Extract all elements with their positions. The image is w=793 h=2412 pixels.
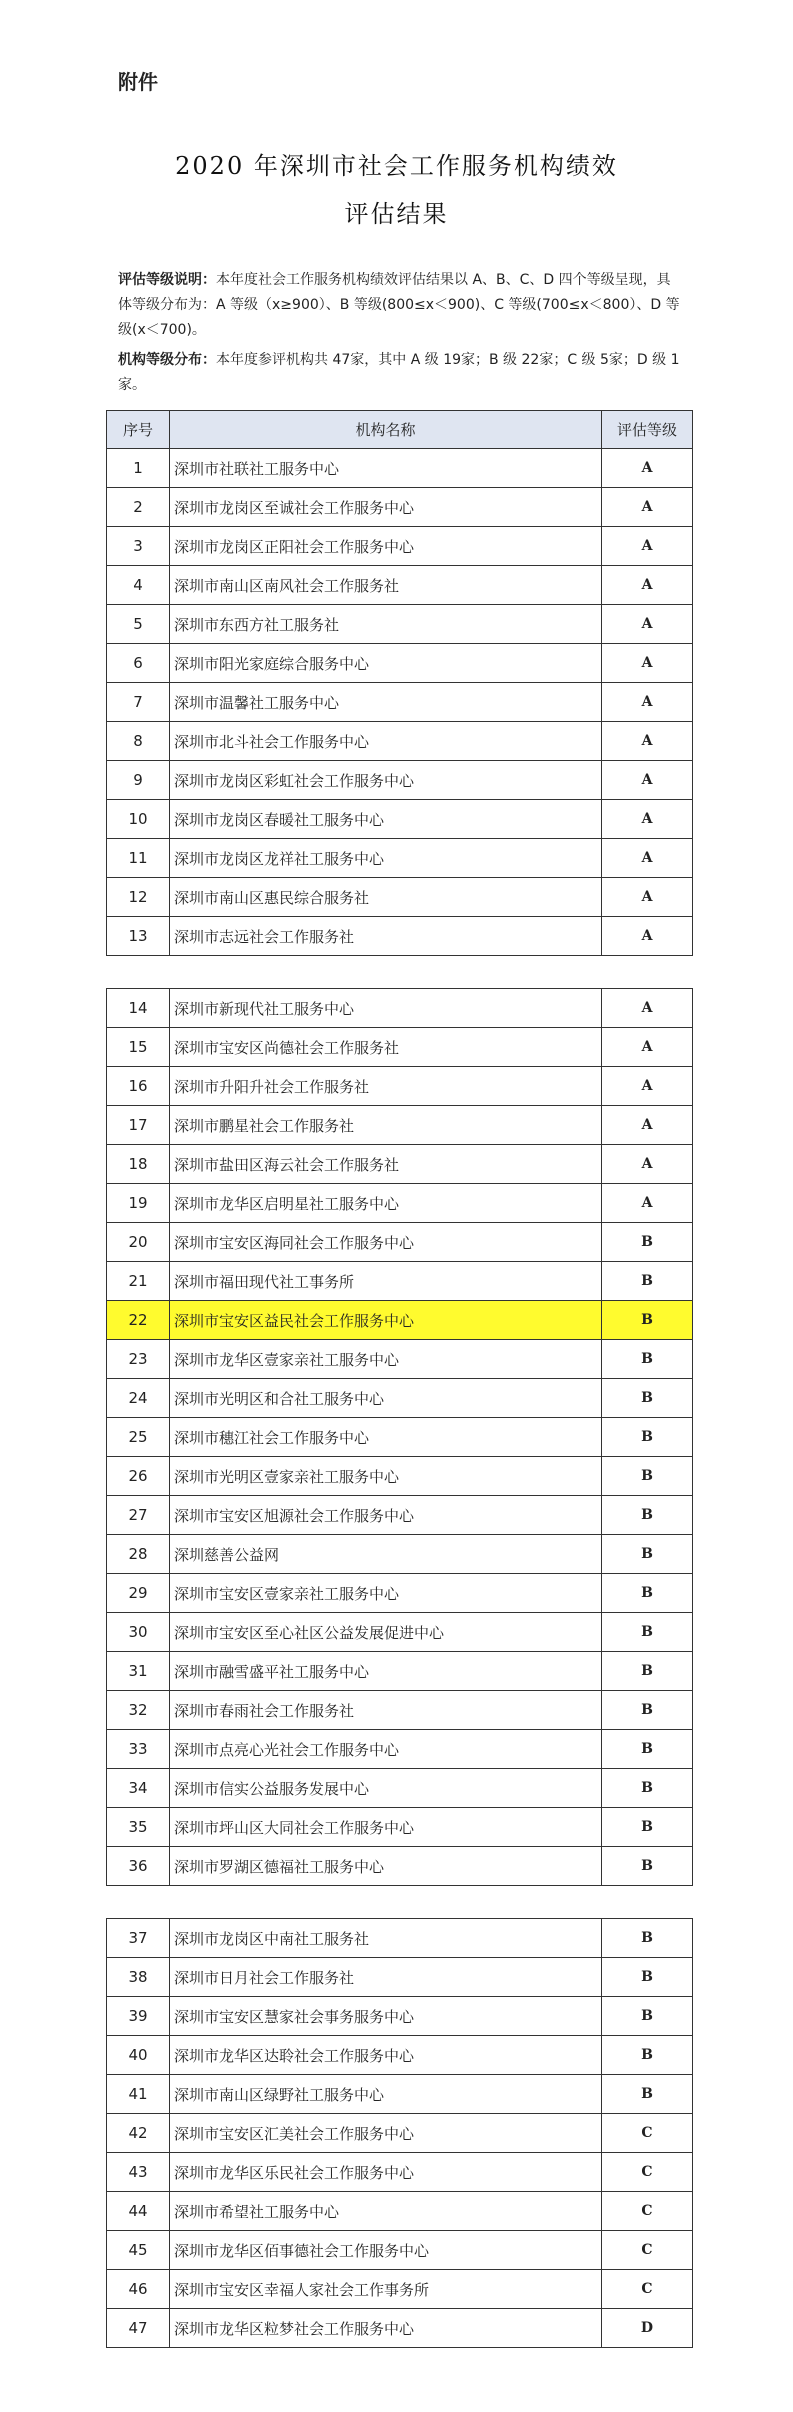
institution-name: 深圳市日月社会工作服务社 xyxy=(170,1958,602,1997)
row-number: 22 xyxy=(107,1301,170,1340)
institution-name: 深圳市社联社工服务中心 xyxy=(170,449,602,488)
row-number: 2 xyxy=(107,488,170,527)
row-number: 7 xyxy=(107,683,170,722)
evaluation-grade: B xyxy=(602,1613,693,1652)
institution-name: 深圳市坪山区大同社会工作服务中心 xyxy=(170,1808,602,1847)
evaluation-grade: A xyxy=(602,1145,693,1184)
institution-name: 深圳市龙岗区正阳社会工作服务中心 xyxy=(170,527,602,566)
evaluation-grade: B xyxy=(602,1340,693,1379)
table-row xyxy=(107,1769,693,1808)
table-row xyxy=(107,527,693,566)
table-row xyxy=(107,1418,693,1457)
institution-name: 深圳市龙岗区春暖社工服务中心 xyxy=(170,800,602,839)
evaluation-grade: A xyxy=(602,449,693,488)
table-row xyxy=(107,1808,693,1847)
institution-name: 深圳市北斗社会工作服务中心 xyxy=(170,722,602,761)
table-row xyxy=(107,2270,693,2309)
table-row xyxy=(107,1028,693,1067)
institution-name: 深圳市宝安区至心社区公益发展促进中心 xyxy=(170,1613,602,1652)
table-row xyxy=(107,1613,693,1652)
row-number: 30 xyxy=(107,1613,170,1652)
table-row xyxy=(107,2114,693,2153)
evaluation-grade: A xyxy=(602,878,693,917)
table-row xyxy=(107,1691,693,1730)
table-row xyxy=(107,449,693,488)
header-name: 机构名称 xyxy=(170,411,602,449)
grade-distribution xyxy=(118,348,683,398)
table-row xyxy=(107,800,693,839)
table-row xyxy=(107,1496,693,1535)
table-header-row xyxy=(107,411,693,449)
row-number: 38 xyxy=(107,1958,170,1997)
institution-name: 深圳市龙华区达聆社会工作服务中心 xyxy=(170,2036,602,2075)
institution-name: 深圳市阳光家庭综合服务中心 xyxy=(170,644,602,683)
row-number: 43 xyxy=(107,2153,170,2192)
row-number: 13 xyxy=(107,917,170,956)
evaluation-grade: B xyxy=(602,1919,693,1958)
table-row xyxy=(107,1958,693,1997)
evaluation-grade: A xyxy=(602,644,693,683)
institution-name: 深圳市龙华区启明星社工服务中心 xyxy=(170,1184,602,1223)
row-number: 46 xyxy=(107,2270,170,2309)
institution-name: 深圳市龙华区壹家亲社工服务中心 xyxy=(170,1340,602,1379)
table-row xyxy=(107,989,693,1028)
table-row xyxy=(107,1262,693,1301)
table-row xyxy=(107,1106,693,1145)
row-number: 33 xyxy=(107,1730,170,1769)
table-row xyxy=(107,644,693,683)
institution-name: 深圳市希望社工服务中心 xyxy=(170,2192,602,2231)
row-number: 44 xyxy=(107,2192,170,2231)
evaluation-grade: A xyxy=(602,488,693,527)
evaluation-grade: B xyxy=(602,1691,693,1730)
table-row xyxy=(107,1457,693,1496)
header-no: 序号 xyxy=(107,411,170,449)
row-number: 12 xyxy=(107,878,170,917)
institution-name: 深圳市新现代社工服务中心 xyxy=(170,989,602,1028)
table-row xyxy=(107,761,693,800)
institution-name: 深圳市宝安区益民社会工作服务中心 xyxy=(170,1301,602,1340)
row-number: 11 xyxy=(107,839,170,878)
institution-name: 深圳市罗湖区德福社工服务中心 xyxy=(170,1847,602,1886)
evaluation-grade: A xyxy=(602,1184,693,1223)
institution-name: 深圳市宝安区尚德社会工作服务社 xyxy=(170,1028,602,1067)
table-row xyxy=(107,878,693,917)
row-number: 18 xyxy=(107,1145,170,1184)
institution-name: 深圳市宝安区幸福人家社会工作事务所 xyxy=(170,2270,602,2309)
evaluation-grade: A xyxy=(602,917,693,956)
institution-name: 深圳市南山区惠民综合服务社 xyxy=(170,878,602,917)
institution-name: 深圳市春雨社会工作服务社 xyxy=(170,1691,602,1730)
row-number: 4 xyxy=(107,566,170,605)
evaluation-grade: A xyxy=(602,989,693,1028)
evaluation-grade: B xyxy=(602,2036,693,2075)
evaluation-grade: A xyxy=(602,605,693,644)
row-number: 26 xyxy=(107,1457,170,1496)
grade-explanation xyxy=(118,268,683,343)
row-number: 40 xyxy=(107,2036,170,2075)
institution-name: 深圳市东西方社工服务社 xyxy=(170,605,602,644)
evaluation-grade: B xyxy=(602,1847,693,1886)
institution-name: 深圳市南山区绿野社工服务中心 xyxy=(170,2075,602,2114)
row-number: 29 xyxy=(107,1574,170,1613)
evaluation-grade: B xyxy=(602,1808,693,1847)
evaluation-grade: B xyxy=(602,1496,693,1535)
results-table-3 xyxy=(106,1918,693,2348)
evaluation-grade: A xyxy=(602,566,693,605)
evaluation-grade: B xyxy=(602,1418,693,1457)
table-row xyxy=(107,917,693,956)
table-row xyxy=(107,1730,693,1769)
institution-name: 深圳市龙岗区至诚社会工作服务中心 xyxy=(170,488,602,527)
institution-name: 深圳市融雪盛平社工服务中心 xyxy=(170,1652,602,1691)
evaluation-grade: B xyxy=(602,2075,693,2114)
document-title: 2020 年深圳市社会工作服务机构绩效 xyxy=(175,152,618,180)
row-number: 25 xyxy=(107,1418,170,1457)
institution-name: 深圳市信实公益服务发展中心 xyxy=(170,1769,602,1808)
table-row xyxy=(107,1652,693,1691)
evaluation-grade: A xyxy=(602,1028,693,1067)
evaluation-grade: C xyxy=(602,2231,693,2270)
row-number: 47 xyxy=(107,2309,170,2348)
institution-name: 深圳市升阳升社会工作服务社 xyxy=(170,1067,602,1106)
institution-name: 深圳市龙华区粒梦社会工作服务中心 xyxy=(170,2309,602,2348)
institution-name: 深圳市宝安区慧家社会事务服务中心 xyxy=(170,1997,602,2036)
row-number: 17 xyxy=(107,1106,170,1145)
evaluation-grade: B xyxy=(602,1652,693,1691)
institution-name: 深圳市点亮心光社会工作服务中心 xyxy=(170,1730,602,1769)
row-number: 19 xyxy=(107,1184,170,1223)
table-row xyxy=(107,1919,693,1958)
table-row xyxy=(107,839,693,878)
table-row xyxy=(107,2153,693,2192)
row-number: 28 xyxy=(107,1535,170,1574)
evaluation-grade: A xyxy=(602,1106,693,1145)
table-row xyxy=(107,722,693,761)
institution-name: 深圳市龙华区佰事德社会工作服务中心 xyxy=(170,2231,602,2270)
row-number: 9 xyxy=(107,761,170,800)
institution-name: 深圳市龙华区乐民社会工作服务中心 xyxy=(170,2153,602,2192)
institution-name: 深圳市温馨社工服务中心 xyxy=(170,683,602,722)
institution-name: 深圳市志远社会工作服务社 xyxy=(170,917,602,956)
row-number: 3 xyxy=(107,527,170,566)
table-row xyxy=(107,2075,693,2114)
institution-name: 深圳市鹏星社会工作服务社 xyxy=(170,1106,602,1145)
header-grade: 评估等级 xyxy=(602,411,693,449)
evaluation-grade: C xyxy=(602,2114,693,2153)
table-row xyxy=(107,2036,693,2075)
evaluation-grade: A xyxy=(602,761,693,800)
row-number: 24 xyxy=(107,1379,170,1418)
institution-name: 深圳市宝安区壹家亲社工服务中心 xyxy=(170,1574,602,1613)
evaluation-grade: D xyxy=(602,2309,693,2348)
row-number: 34 xyxy=(107,1769,170,1808)
document-subtitle: 评估结果 xyxy=(344,200,449,228)
grade-explanation-text: 本年度社会工作服务机构绩效评估结果以 A、B、C、D 四个等级呈现，具体等级分布为：A 等级（x≥900）、B 等级(800≤x＜900)、C 等级(700≤x＜800）、D 等级(x＜700)。 xyxy=(118,272,680,338)
table-row xyxy=(107,1223,693,1262)
table-row xyxy=(107,1067,693,1106)
institution-name: 深圳市盐田区海云社会工作服务社 xyxy=(170,1145,602,1184)
evaluation-grade: B xyxy=(602,1457,693,1496)
evaluation-grade: C xyxy=(602,2192,693,2231)
evaluation-grade: A xyxy=(602,839,693,878)
row-number: 8 xyxy=(107,722,170,761)
table-row xyxy=(107,605,693,644)
institution-name: 深圳市宝安区海同社会工作服务中心 xyxy=(170,1223,602,1262)
table-row xyxy=(107,683,693,722)
institution-name: 深圳市光明区和合社工服务中心 xyxy=(170,1379,602,1418)
institution-name: 深圳市龙岗区彩虹社会工作服务中心 xyxy=(170,761,602,800)
row-number: 42 xyxy=(107,2114,170,2153)
evaluation-grade: C xyxy=(602,2270,693,2309)
row-number: 6 xyxy=(107,644,170,683)
grade-distribution-label: 机构等级分布： xyxy=(118,352,216,368)
table-row xyxy=(107,1145,693,1184)
table-row xyxy=(107,1379,693,1418)
table-row xyxy=(107,2192,693,2231)
row-number: 27 xyxy=(107,1496,170,1535)
evaluation-grade: B xyxy=(602,1379,693,1418)
row-number: 16 xyxy=(107,1067,170,1106)
evaluation-grade: A xyxy=(602,800,693,839)
table-row xyxy=(107,1340,693,1379)
evaluation-grade: A xyxy=(602,722,693,761)
institution-name: 深圳市宝安区汇美社会工作服务中心 xyxy=(170,2114,602,2153)
row-number: 45 xyxy=(107,2231,170,2270)
evaluation-grade: B xyxy=(602,1535,693,1574)
table-row xyxy=(107,2231,693,2270)
row-number: 39 xyxy=(107,1997,170,2036)
row-number: 35 xyxy=(107,1808,170,1847)
institution-name: 深圳市福田现代社工事务所 xyxy=(170,1262,602,1301)
institution-name: 深圳市南山区南风社会工作服务社 xyxy=(170,566,602,605)
table-row xyxy=(107,566,693,605)
evaluation-grade: B xyxy=(602,1769,693,1808)
row-number: 14 xyxy=(107,989,170,1028)
institution-name: 深圳市穗江社会工作服务中心 xyxy=(170,1418,602,1457)
row-number: 36 xyxy=(107,1847,170,1886)
grade-explanation-label: 评估等级说明： xyxy=(118,272,216,288)
row-number: 5 xyxy=(107,605,170,644)
row-number: 31 xyxy=(107,1652,170,1691)
grade-distribution-text: 本年度参评机构共 47家，其中 A 级 19家；B 级 22家；C 级 5家；D 级 1家。 xyxy=(118,352,680,393)
evaluation-grade: B xyxy=(602,1301,693,1340)
evaluation-grade: B xyxy=(602,1958,693,1997)
evaluation-grade: B xyxy=(602,1730,693,1769)
row-number: 15 xyxy=(107,1028,170,1067)
evaluation-grade: A xyxy=(602,527,693,566)
institution-name: 深圳市光明区壹家亲社工服务中心 xyxy=(170,1457,602,1496)
row-number: 41 xyxy=(107,2075,170,2114)
institution-name: 深圳市龙岗区龙祥社工服务中心 xyxy=(170,839,602,878)
row-number: 37 xyxy=(107,1919,170,1958)
results-table-1 xyxy=(106,410,693,956)
row-number: 1 xyxy=(107,449,170,488)
table-row xyxy=(107,1574,693,1613)
row-number: 10 xyxy=(107,800,170,839)
evaluation-grade: C xyxy=(602,2153,693,2192)
table-row xyxy=(107,1997,693,2036)
table-row xyxy=(107,2309,693,2348)
evaluation-grade: B xyxy=(602,1997,693,2036)
evaluation-grade: A xyxy=(602,1067,693,1106)
row-number: 32 xyxy=(107,1691,170,1730)
row-number: 21 xyxy=(107,1262,170,1301)
table-row xyxy=(107,1535,693,1574)
evaluation-grade: B xyxy=(602,1574,693,1613)
row-number: 23 xyxy=(107,1340,170,1379)
institution-name: 深圳市龙岗区中南社工服务社 xyxy=(170,1919,602,1958)
table-row xyxy=(107,1847,693,1886)
evaluation-grade: B xyxy=(602,1223,693,1262)
institution-name: 深圳慈善公益网 xyxy=(170,1535,602,1574)
results-table-2 xyxy=(106,988,693,1886)
attachment-label: 附件 xyxy=(118,70,158,94)
table-row xyxy=(107,488,693,527)
row-number: 20 xyxy=(107,1223,170,1262)
table-row xyxy=(107,1301,693,1340)
evaluation-grade: B xyxy=(602,1262,693,1301)
institution-name: 深圳市宝安区旭源社会工作服务中心 xyxy=(170,1496,602,1535)
table-row xyxy=(107,1184,693,1223)
evaluation-grade: A xyxy=(602,683,693,722)
